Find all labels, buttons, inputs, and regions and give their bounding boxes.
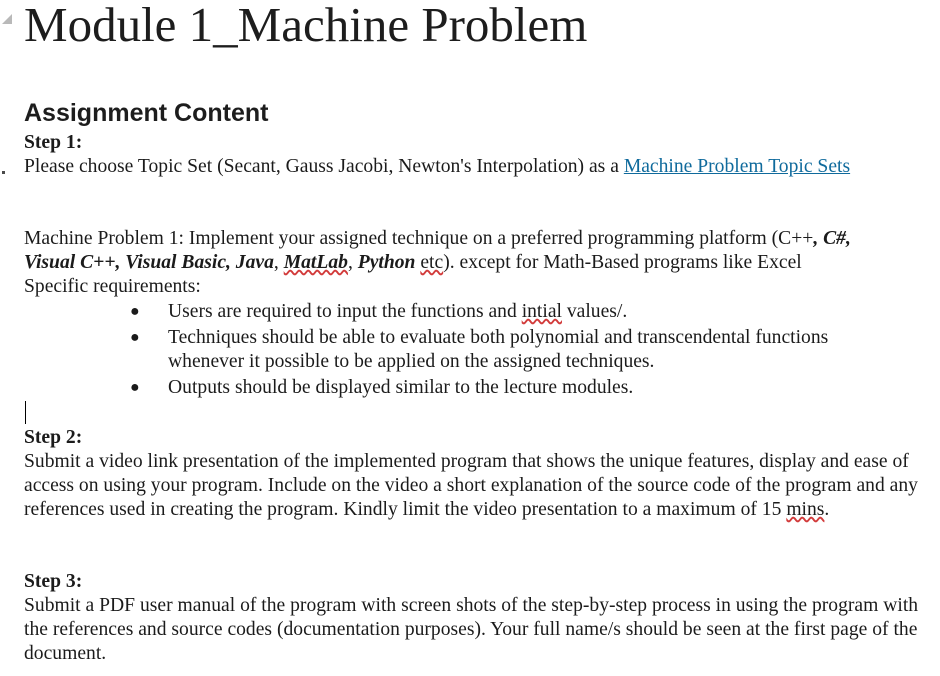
step-1-text bbox=[24, 155, 919, 179]
platform-separator: , bbox=[347, 252, 358, 273]
machine-problem-paragraph bbox=[24, 227, 919, 299]
requirement-text-end: values/. bbox=[561, 301, 628, 322]
document-title: Module 1_Machine Problem bbox=[24, 0, 588, 52]
machine-problem-line-2 bbox=[24, 251, 919, 275]
step-2-text bbox=[24, 450, 919, 522]
bullet-icon: ● bbox=[130, 329, 140, 346]
step-2-end: . bbox=[824, 499, 830, 520]
topic-sets-link[interactable]: Machine Problem Topic Sets bbox=[623, 156, 851, 177]
step-3-label: Step 3: bbox=[24, 571, 83, 592]
paragraph-mark bbox=[2, 171, 5, 174]
misspelled-word: mins bbox=[786, 499, 825, 520]
platform-python: Python bbox=[357, 252, 416, 273]
platform-matlab: MatLab bbox=[283, 252, 348, 273]
step-2-label: Step 2: bbox=[24, 427, 83, 448]
machine-problem-line-1 bbox=[24, 227, 919, 251]
step-3-text: Submit a PDF user manual of the program with screen shots of the step-by-step process in using the program with the references and source codes (documentation purposes). Your full name/s should be seen at the first page of the document. bbox=[24, 595, 919, 664]
platform-csharp: , C#, bbox=[813, 228, 851, 249]
specific-requirements-label: Specific requirements: bbox=[24, 276, 201, 297]
list-item bbox=[130, 376, 898, 400]
requirement-text: Outputs should be displayed similar to the lecture modules. bbox=[168, 377, 634, 398]
step-1-instruction: Please choose Topic Set (Secant, Gauss Jacobi, Newton's Interpolation) as a bbox=[24, 156, 624, 177]
bullet-icon: ● bbox=[130, 379, 140, 396]
misspelled-word: intial bbox=[521, 301, 562, 322]
machine-problem-lead: Machine Problem 1: Implement your assigned technique on a preferred programming platform (C++ bbox=[24, 228, 814, 249]
bullet-icon: ● bbox=[130, 303, 140, 320]
step-2-instruction: Submit a video link presentation of the implemented program that shows the unique features, display and ease of access on using your program. Include on the video a short explanation of the source code of the program and any references used in creating the program. Kindly limit the video presentation to a maximum of 15 bbox=[24, 451, 918, 520]
collapse-heading-icon[interactable] bbox=[2, 14, 12, 24]
machine-problem-tail: ). except for Math-Based programs like Excel bbox=[443, 252, 802, 273]
text-cursor bbox=[25, 401, 26, 424]
platform-list: Visual C++, Visual Basic, Java bbox=[24, 252, 274, 273]
requirement-text: Techniques should be able to evaluate both polynomial and transcendental functions whenever it possible to be applied on the assigned techniques. bbox=[168, 327, 829, 372]
step-1-label: Step 1: bbox=[24, 132, 83, 153]
requirements-list bbox=[130, 300, 898, 402]
list-item bbox=[130, 300, 898, 324]
platform-separator: , bbox=[273, 252, 284, 273]
section-heading: Assignment Content bbox=[24, 99, 269, 127]
list-item bbox=[130, 326, 898, 374]
requirement-text: Users are required to input the functions and bbox=[168, 301, 522, 322]
platform-etc: etc bbox=[420, 252, 444, 273]
